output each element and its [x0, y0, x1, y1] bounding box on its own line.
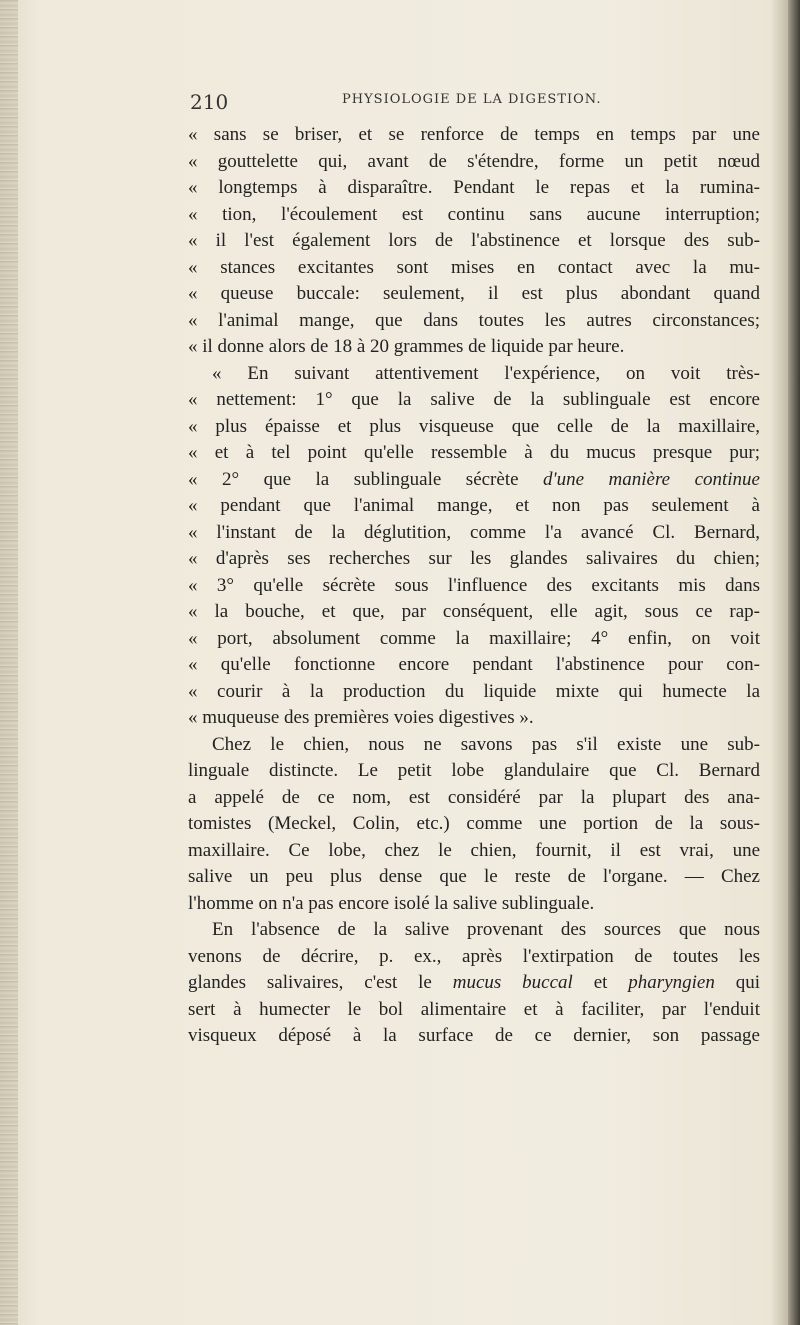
text-run: venons de décrire, p. ex., après l'extirpation de toutes les	[188, 945, 760, 967]
text-run: « d'après ses recherches sur les glandes salivaires du chien;	[188, 548, 760, 569]
text-run: « l'instant de la déglutition, comme l'a avancé Cl. Bernard,	[188, 521, 760, 543]
page-binding-edge	[0, 0, 18, 1325]
text-line	[188, 573, 760, 600]
text-run: « 2° que la sublinguale sécrète	[188, 468, 544, 490]
text-line	[188, 917, 760, 944]
text-run: « port, absolument comme la maxillaire; 4° enfin, on voit	[188, 627, 760, 649]
text-line	[188, 679, 760, 706]
text-line	[188, 1023, 760, 1050]
text-run: linguale distincte. Le petit lobe glandulaire que Cl. Bernard	[188, 760, 760, 781]
text-run: « nettement: 1° que la salive de la sublinguale est encore	[188, 389, 760, 410]
text-run: maxillaire. Ce lobe, chez le chien, fournit, il est vrai, une	[188, 839, 760, 861]
page-number: 210	[190, 90, 229, 114]
text-run: a appelé de ce nom, est considéré par la plupart des ana-	[188, 786, 760, 808]
text-run: En l'absence de la salive provenant des sources que nous	[212, 919, 760, 940]
text-line	[188, 122, 760, 149]
text-run: « la bouche, et que, par conséquent, elle agit, sous ce rap-	[188, 601, 760, 622]
text-line	[188, 997, 760, 1024]
text-run: et	[572, 972, 629, 993]
text-run: l'homme on n'a pas encore isolé la salive sublinguale.	[188, 892, 595, 914]
text-line	[188, 202, 760, 229]
running-head: PHYSIOLOGIE DE LA DIGESTION.	[342, 92, 602, 107]
text-line	[188, 758, 760, 785]
text-run: « longtemps à disparaître. Pendant le repas et la rumina-	[188, 177, 760, 198]
text-run: « stances excitantes sont mises en contact avec la mu-	[188, 256, 760, 278]
text-run: glandes salivaires, c'est le	[188, 972, 453, 993]
text-line	[188, 626, 760, 653]
page-right-edge	[788, 0, 800, 1325]
body-text	[188, 122, 760, 1050]
page-header	[190, 90, 760, 118]
text-line	[188, 599, 760, 626]
text-line	[188, 891, 760, 918]
text-line	[188, 308, 760, 335]
text-run: « muqueuse des premières voies digestives ».	[188, 707, 534, 728]
text-run: « plus épaisse et plus visqueuse que celle de la maxillaire,	[188, 415, 760, 437]
text-line	[188, 732, 760, 759]
text-line	[188, 361, 760, 388]
text-run: « gouttelette qui, avant de s'étendre, forme un petit nœud	[188, 150, 760, 172]
text-line	[188, 811, 760, 838]
text-run: « 3° qu'elle sécrète sous l'influence des excitants mis dans	[188, 574, 760, 596]
text-line	[188, 175, 760, 202]
text-run: salive un peu plus dense que le reste de l'organe. — Chez	[188, 866, 760, 887]
text-run: visqueux déposé à la surface de ce dernier, son passage	[188, 1025, 760, 1046]
text-run: « qu'elle fonctionne encore pendant l'abstinence pour con-	[188, 654, 760, 675]
text-run: « pendant que l'animal mange, et non pas seulement à	[188, 495, 760, 516]
text-run: « En suivant attentivement l'expérience, on voit très-	[212, 362, 760, 384]
text-line	[188, 467, 760, 494]
text-run: « l'animal mange, que dans toutes les autres circonstances;	[188, 309, 760, 331]
text-line	[188, 705, 760, 732]
text-line	[188, 970, 760, 997]
text-line	[188, 546, 760, 573]
text-line	[188, 838, 760, 865]
text-line	[188, 228, 760, 255]
text-run: Chez le chien, nous ne savons pas s'il existe une sub-	[212, 733, 760, 755]
text-run: « tion, l'écoulement est continu sans aucune interruption;	[188, 203, 760, 225]
text-line	[188, 785, 760, 812]
text-run: tomistes (Meckel, Colin, etc.) comme une portion de la sous-	[188, 813, 760, 834]
text-line	[188, 944, 760, 971]
text-run: sert à humecter le bol alimentaire et à faciliter, par l'enduit	[188, 998, 760, 1020]
text-line	[188, 281, 760, 308]
text-run: « et à tel point qu'elle ressemble à du mucus presque pur;	[188, 442, 760, 463]
text-run: « il donne alors de 18 à 20 grammes de liquide par heure.	[188, 336, 625, 357]
text-line	[188, 387, 760, 414]
text-line	[188, 493, 760, 520]
text-line	[188, 255, 760, 282]
text-line	[188, 414, 760, 441]
text-line	[188, 520, 760, 547]
text-line	[188, 334, 760, 361]
text-run: « il l'est également lors de l'abstinence et lorsque des sub-	[188, 230, 760, 251]
text-line	[188, 440, 760, 467]
italic-text: mucus buccal	[452, 972, 573, 993]
italic-text: pharyngien	[628, 972, 715, 993]
text-line	[188, 652, 760, 679]
text-run: « sans se briser, et se renforce de temps en temps par une	[188, 124, 760, 145]
text-line	[188, 149, 760, 176]
text-run: « courir à la production du liquide mixte qui humecte la	[188, 680, 760, 702]
text-run: « queuse buccale: seulement, il est plus abondant quand	[188, 283, 760, 304]
text-run: qui	[714, 972, 761, 993]
text-line	[188, 864, 760, 891]
italic-text: d'une manière continue	[543, 468, 760, 490]
